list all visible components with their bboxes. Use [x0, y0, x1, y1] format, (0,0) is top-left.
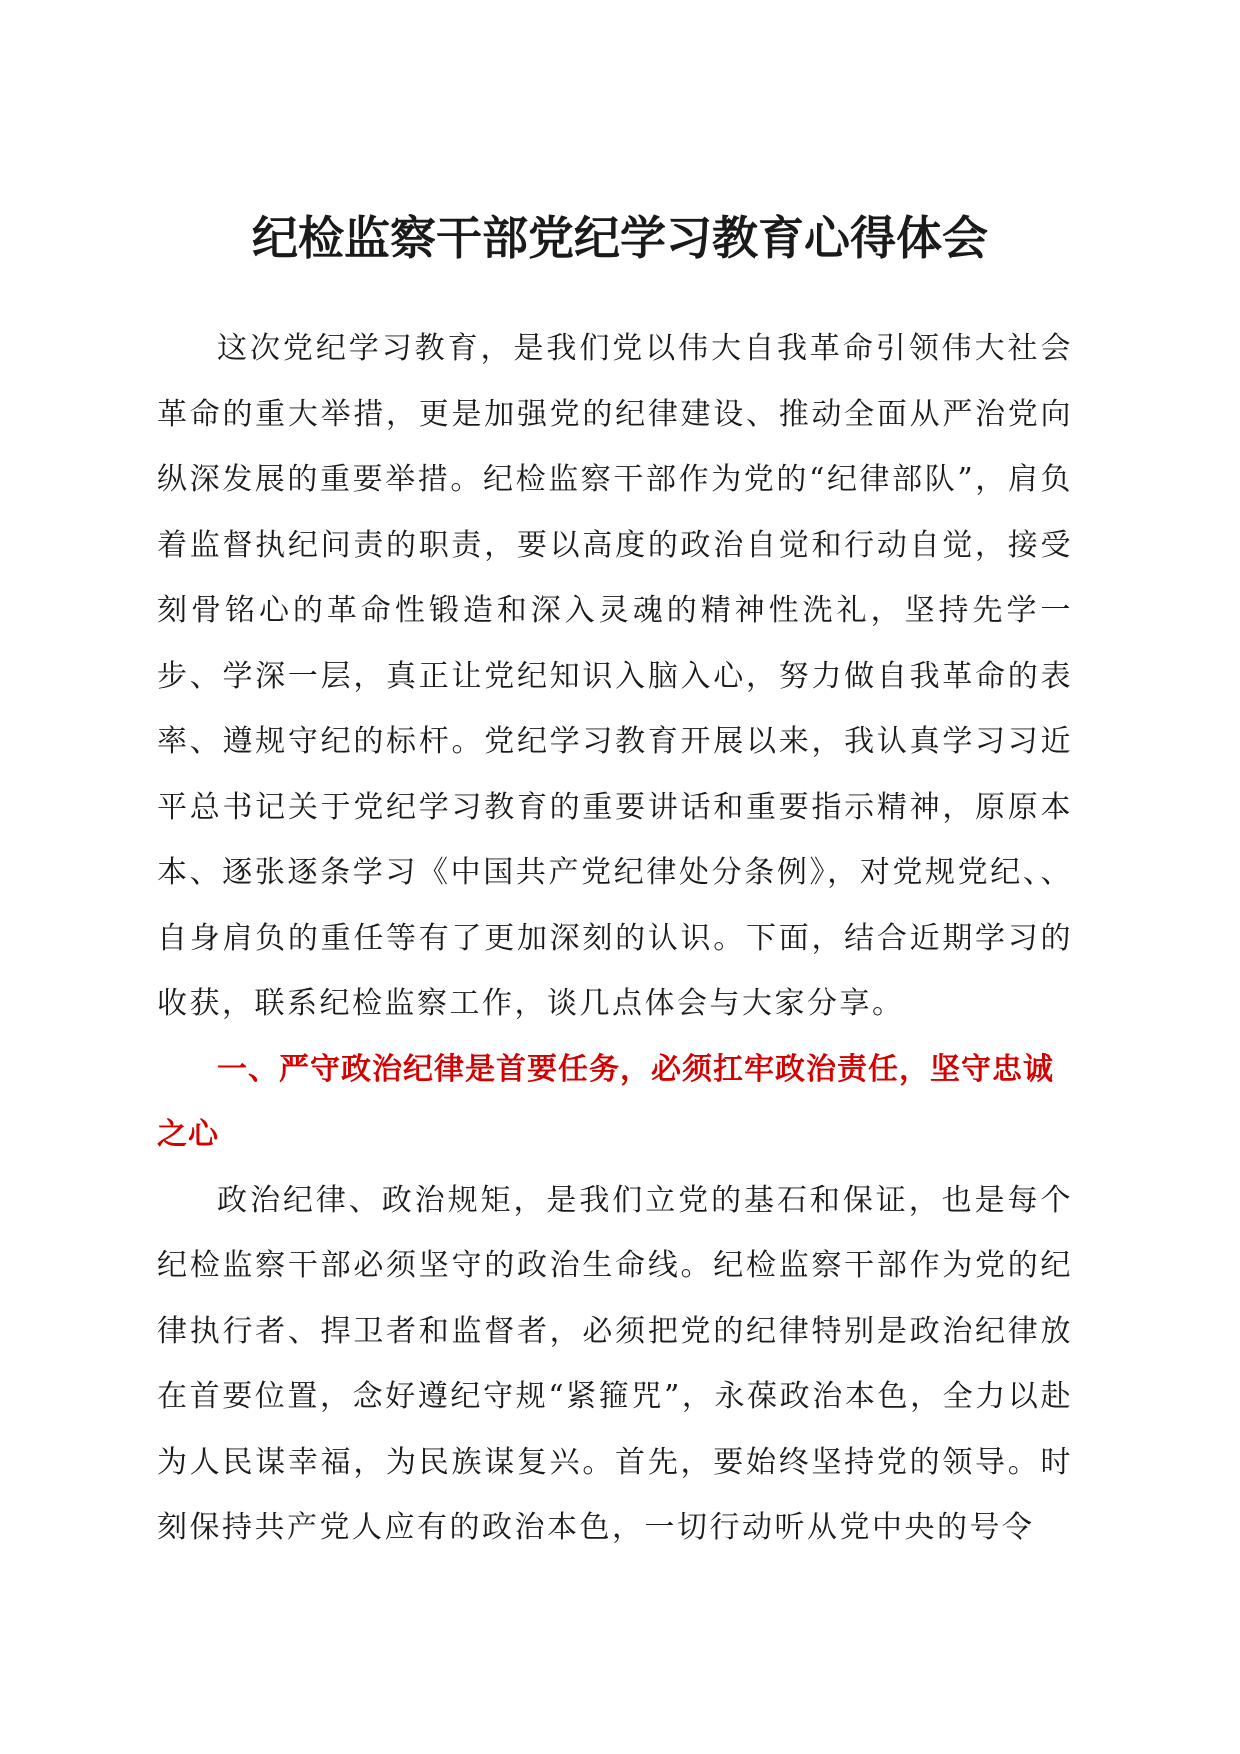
section-heading-1: 一、严守政治纪律是首要任务，必须扛牢政治责任，坚守忠诚之心 [157, 1051, 1054, 1152]
document-body [157, 316, 1073, 1561]
paragraph-section-1: 政治纪律、政治规矩，是我们立党的基石和保证，也是每个纪检监察干部必须坚守的政治生命线。纪检监察干部作为党的纪律执行者、捍卫者和监督者，必须把党的纪律特别是政治纪律放在首要位置，念好遵纪守规“紧箍咒”，永葆政治本色，全力以赴为人民谋幸福，为民族谋复兴。首先，要始终坚持党的领导。时刻保持共产党人应有的政治本色，一切行动听从党中央的号令 [157, 1182, 1073, 1545]
document-title: 纪检监察干部党纪学习教育心得体会 [252, 211, 988, 265]
paragraph-intro: 这次党纪学习教育，是我们党以伟大自我革命引领伟大社会革命的重大举措，更是加强党的纪律建设、推动全面从严治党向纵深发展的重要举措。纪检监察干部作为党的“纪律部队”，肩负着监督执纪问责的职责，要以高度的政治自觉和行动自觉，接受刻骨铭心的革命性锻造和深入灵魂的精神性洗礼，坚持先学一步、学深一层，真正让党纪知识入脑入心，努力做自我革命的表率、遵规守纪的标杆。党纪学习教育开展以来，我认真学习习近平总书记关于党纪学习教育的重要讲话和重要指示精神，原原本本、逐张逐条学习《中国共产党纪律处分条例》，对党规党纪、、自身肩负的重任等有了更加深刻的认识。下面，结合近期学习的收获，联系纪检监察工作，谈几点体会与大家分享。 [157, 331, 1073, 1021]
